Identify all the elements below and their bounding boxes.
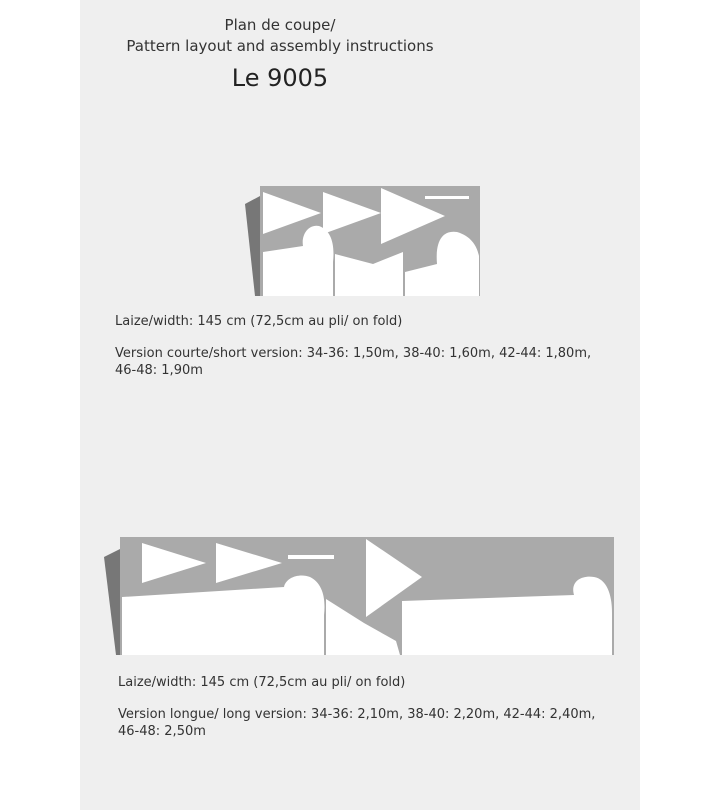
version-text-long-line1: Version longue/ long version: 34-36: 2,10m, 38-40: 2,20m, 42-44: 2,40m,: [118, 707, 596, 722]
title-line-2: Pattern layout and assembly instructions: [126, 37, 434, 55]
pattern-reference: Le 9005: [231, 64, 329, 92]
version-text-long-line2: 46-48: 2,50m: [118, 724, 206, 739]
cutting-layout-long: [104, 535, 616, 657]
version-text-short-line2: 46-48: 1,90m: [115, 363, 203, 378]
fold-edge: [104, 549, 120, 655]
cutting-layout-short: [245, 184, 485, 299]
strip-piece: [288, 555, 334, 559]
strip-piece: [425, 196, 469, 199]
width-text-long: Laize/width: 145 cm (72,5cm au pli/ on fold): [118, 675, 406, 690]
title-line-1: Plan de coupe/: [224, 16, 336, 34]
version-text-short-line1: Version courte/short version: 34-36: 1,50m, 38-40: 1,60m, 42-44: 1,80m,: [115, 346, 592, 361]
fold-edge: [245, 196, 260, 296]
width-text-short: Laize/width: 145 cm (72,5cm au pli/ on fold): [115, 314, 403, 329]
